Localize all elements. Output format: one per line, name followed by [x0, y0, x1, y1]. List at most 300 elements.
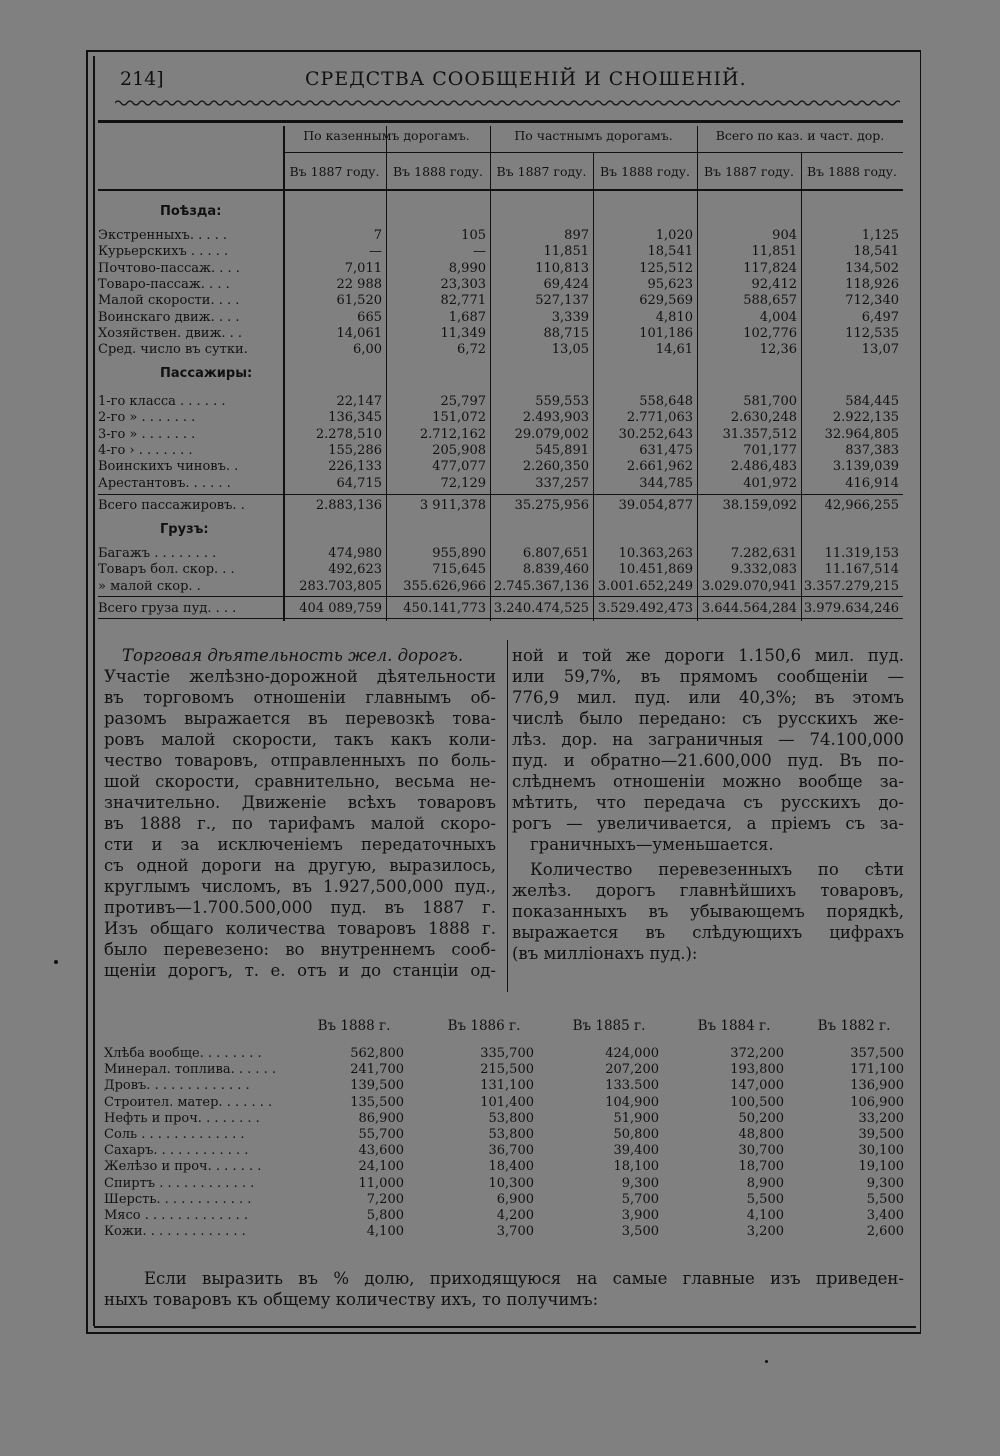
text-line: Участіе желѣзно-дорожной дѣятельности	[104, 667, 496, 686]
commodity-value: 207,200	[605, 1062, 659, 1078]
closing-paragraph	[104, 1268, 904, 1310]
cell-value: 30.252,643	[618, 426, 693, 442]
table-row	[98, 326, 903, 342]
commodity-value: 30,700	[738, 1143, 784, 1159]
commodity-row	[104, 1176, 904, 1192]
table-row	[98, 546, 903, 562]
cell-value: 205,908	[432, 442, 486, 458]
commodity-value: 215,500	[480, 1062, 534, 1078]
text-line: выражается въ слѣдующихъ цифрахъ	[512, 923, 904, 942]
cell-value: 1,020	[655, 228, 693, 243]
cell-value: 3.029.070,941	[701, 578, 797, 594]
table-row	[98, 427, 903, 443]
cell-value: 14,61	[655, 342, 693, 358]
text-line: или 59,7%, въ прямомъ сообщеніи —	[512, 667, 904, 686]
cell-value: 32.964,805	[824, 426, 899, 442]
commodity-value: 18,100	[613, 1159, 659, 1175]
cell-value: 155,286	[328, 442, 382, 458]
commodity-label: Минерал. топлива. . . . . .	[104, 1062, 277, 1078]
cell-value: 6,497	[861, 309, 899, 325]
total-passengers-row	[98, 498, 903, 514]
column-divider	[507, 640, 508, 992]
cell-value: 134,502	[845, 260, 899, 276]
cell-value: 2.771,063	[626, 410, 693, 426]
commodity-value: 53,800	[488, 1127, 534, 1142]
cell-value: 22 988	[336, 276, 382, 292]
cell-value: 11,349	[440, 325, 486, 341]
commodity-value: 50,200	[738, 1110, 784, 1126]
cell-value: 4,810	[655, 309, 693, 325]
text-line: разомъ выражается въ перевозкѣ това-	[104, 709, 496, 728]
cell-value: 712,340	[845, 293, 899, 309]
row-label: Всего груза пуд. . . .	[98, 601, 237, 616]
cell-value: 11.319,153	[824, 546, 899, 561]
group-header: Всего по каз. и част. дор.	[715, 128, 885, 143]
table-row	[98, 277, 903, 293]
cell-value: 665	[357, 309, 382, 325]
commodity-value: 51,900	[613, 1110, 659, 1126]
text-line: шой скорости, сравнительно, весьма не-	[104, 772, 496, 791]
cell-value: 117,824	[743, 260, 797, 276]
cell-value: 2.922,135	[832, 410, 899, 426]
commodity-row	[104, 1078, 904, 1094]
cell-value: 904	[772, 228, 797, 243]
cell-value: 2.486,483	[730, 459, 797, 475]
commodity-value: 193,800	[730, 1062, 784, 1078]
cell-value: 584,445	[845, 394, 899, 409]
cell-value: 29.079,002	[514, 426, 589, 442]
cell-value: 8,990	[448, 260, 486, 276]
commodity-label: Нефть и проч. . . . . . . .	[104, 1110, 260, 1126]
table-top-rule	[98, 120, 903, 123]
commodity-label: Строител. матер. . . . . . .	[104, 1094, 273, 1110]
text-line: (въ милліонахъ пуд.):	[512, 944, 698, 963]
text-line: рогъ — увеличивается, а пріемъ съ за-	[512, 814, 904, 833]
commodity-value: 171,100	[850, 1062, 904, 1078]
text-line: граничныхъ—уменьшается.	[530, 835, 774, 854]
cell-value: 13,07	[861, 342, 899, 358]
row-label: Товаро-пассаж. . . .	[98, 276, 230, 292]
commodity-value: 131,100	[480, 1078, 534, 1094]
row-label: Курьерскихъ . . . . .	[98, 244, 229, 260]
cell-value: 38.159,092	[722, 498, 797, 513]
cell-value: 559,553	[535, 394, 589, 409]
header-rule	[283, 152, 903, 153]
cell-value: 112,535	[845, 325, 899, 341]
commodity-value: 135,500	[350, 1094, 404, 1110]
cell-value: 2.745.367,136	[493, 578, 589, 594]
cell-value: 3,339	[551, 309, 589, 325]
page-number: 214]	[120, 68, 164, 90]
cell-value: 25,797	[440, 394, 486, 409]
cell-value: 226,133	[328, 459, 382, 475]
commodity-value: 424,000	[605, 1046, 659, 1061]
text-line: числѣ было передано: съ русскихъ же-	[512, 709, 904, 728]
sub-header: Въ 1887 году.	[704, 164, 794, 179]
row-label: Сред. число въ сутки.	[98, 342, 248, 358]
cell-value: 11,851	[751, 244, 797, 260]
cell-value: 18,541	[853, 244, 899, 260]
cell-value: 7.282,631	[730, 546, 797, 561]
commodity-value: 101,400	[480, 1094, 534, 1110]
text-line: Если выразить въ % долю, приходящуюся на самые главные изъ приведен-	[144, 1269, 904, 1288]
column-header: Въ 1886 г.	[447, 1018, 521, 1034]
commodity-row	[104, 1111, 904, 1127]
cell-value: 715,645	[432, 562, 486, 578]
cell-value: 1,125	[861, 228, 899, 243]
row-label: Багажъ . . . . . . . .	[98, 546, 217, 561]
commodity-value: 8,900	[746, 1175, 784, 1191]
cell-value: 1,687	[448, 309, 486, 325]
column-header: Въ 1888 г.	[317, 1018, 391, 1034]
cell-value: 401,972	[743, 475, 797, 491]
header-rule	[98, 189, 903, 191]
commodity-value: 3,500	[621, 1224, 659, 1240]
cell-value: 631,475	[639, 442, 693, 458]
row-label: 1-го класса . . . . . .	[98, 394, 226, 409]
table-row	[98, 459, 903, 475]
text-line: показанныхъ въ убывающемъ порядкѣ,	[512, 902, 904, 921]
commodity-value: 100,500	[730, 1094, 784, 1110]
column-header: Въ 1882 г.	[817, 1018, 891, 1034]
table-row	[98, 443, 903, 459]
row-label: Арестантовъ. . . . . .	[98, 475, 231, 491]
cell-value: 35.275,956	[514, 498, 589, 513]
commodity-value: 5,700	[621, 1191, 659, 1207]
wavy-rule	[115, 98, 900, 108]
cell-value: 2.493,903	[522, 410, 589, 426]
cell-value: 701,177	[743, 442, 797, 458]
cell-value: 88,715	[543, 325, 589, 341]
cell-value: 125,512	[639, 260, 693, 276]
cell-value: 136,345	[328, 410, 382, 426]
commodity-label: Желѣзо и проч. . . . . . .	[104, 1159, 262, 1175]
commodity-label: Кожи. . . . . . . . . . . . .	[104, 1224, 246, 1240]
cell-value: 629,569	[639, 293, 693, 309]
cell-value: 416,914	[845, 475, 899, 491]
table-row	[98, 579, 903, 595]
text-line: мѣтить, что передача съ русскихъ до-	[512, 793, 904, 812]
commodity-value: 3,400	[866, 1208, 904, 1223]
cell-value: 2.278,510	[315, 426, 382, 442]
commodity-value: 18,700	[738, 1159, 784, 1175]
cell-value: 474,980	[328, 546, 382, 561]
cell-value: 955,890	[432, 546, 486, 561]
table-row	[98, 261, 903, 277]
commodity-value: 9,300	[621, 1175, 659, 1191]
cell-value: 9.332,083	[730, 562, 797, 578]
commodity-value: 3,700	[496, 1224, 534, 1240]
cell-value: 7,011	[344, 260, 382, 276]
cell-value: 3.644.564,284	[701, 601, 797, 616]
cell-value: 11,851	[543, 244, 589, 260]
cell-value: 102,776	[743, 325, 797, 341]
commodity-value: 133.500	[605, 1078, 659, 1094]
cell-value: 18,541	[647, 244, 693, 260]
total-rule	[98, 596, 903, 597]
table-row	[98, 342, 903, 358]
row-label: 3-го » . . . . . . .	[98, 426, 196, 442]
cell-value: 4,004	[759, 309, 797, 325]
commodity-value: 6,900	[496, 1191, 534, 1207]
row-label: 4-го › . . . . . . .	[98, 442, 193, 458]
cell-value: 69,424	[543, 276, 589, 292]
cell-value: 588,657	[743, 293, 797, 309]
commodity-label: Спиртъ . . . . . . . . . . . .	[104, 1175, 255, 1191]
table-row	[98, 562, 903, 578]
cell-value: 558,648	[639, 394, 693, 409]
commodity-row	[104, 1095, 904, 1111]
cell-value: 105	[461, 228, 486, 243]
text-line: круглымъ числомъ, въ 1.927,500,000 пуд.,	[104, 877, 496, 896]
table-row	[98, 476, 903, 492]
cell-value: 2.260,350	[522, 459, 589, 475]
row-label: Товаръ бол. скор. . .	[98, 562, 235, 578]
commodity-value: 86,900	[358, 1110, 404, 1126]
cell-value: 151,072	[432, 410, 486, 426]
commodity-row	[104, 1192, 904, 1208]
cell-value: 31.357,512	[722, 426, 797, 442]
cell-value: 118,926	[845, 276, 899, 292]
commodity-label: Дровъ. . . . . . . . . . . . .	[104, 1078, 250, 1094]
cell-value: 897	[564, 228, 589, 243]
row-label: Почтово-пассаж. . . .	[98, 260, 240, 276]
commodity-value: 147,000	[730, 1078, 784, 1094]
cell-value: 6,72	[457, 342, 486, 358]
cell-value: 837,383	[845, 442, 899, 458]
text-line: сти и за исключеніемъ передаточныхъ	[104, 835, 496, 854]
cell-value: 404 089,759	[299, 601, 382, 616]
section-heading: Торговая дѣятельность жел. дорогъ.	[122, 646, 464, 665]
cell-value: 3.240.474,525	[493, 601, 589, 616]
cell-value: 545,891	[535, 442, 589, 458]
cell-value: 92,412	[751, 276, 797, 292]
cell-value: 3.529.492,473	[597, 601, 693, 616]
cell-value: 12,36	[759, 342, 797, 358]
text-line: лѣз. дор. на заграничныя — 74.100,000	[512, 730, 904, 749]
table-row	[98, 310, 903, 326]
cell-value: —	[369, 244, 382, 260]
commodity-value: 357,500	[850, 1046, 904, 1061]
cell-value: 3 911,378	[419, 498, 486, 513]
text-line: значительно. Движеніе всѣхъ товаровъ	[104, 793, 496, 812]
commodity-value: 335,700	[480, 1046, 534, 1061]
cell-value: —	[473, 244, 486, 260]
inner-border-rule	[93, 56, 95, 1326]
cell-value: 23,303	[440, 276, 486, 292]
commodity-value: 39,500	[858, 1127, 904, 1142]
row-label: 2-го » . . . . . . .	[98, 410, 196, 426]
section-title: Пассажиры:	[160, 366, 253, 381]
cell-value: 6.807,651	[522, 546, 589, 561]
commodity-value: 24,100	[358, 1159, 404, 1175]
commodity-value: 7,200	[366, 1191, 404, 1207]
section-title: Поѣзда:	[160, 204, 222, 219]
cell-value: 7	[373, 228, 382, 243]
sub-header: Въ 1887 году.	[496, 164, 587, 179]
commodity-value: 19,100	[858, 1159, 904, 1175]
table-row	[98, 244, 903, 260]
text-line: пуд. и обратно—21.600,000 пуд. Въ по-	[512, 751, 904, 770]
commodity-value: 36,700	[488, 1143, 534, 1159]
commodity-value: 4,100	[366, 1224, 404, 1240]
text-line: слѣднемъ отношеніи можно вообще за-	[512, 772, 904, 791]
commodity-row	[104, 1062, 904, 1078]
commodity-value: 10,300	[488, 1175, 534, 1191]
text-line: ровъ малой скорости, такъ какъ коли-	[104, 730, 496, 749]
commodity-value: 3,900	[621, 1208, 659, 1223]
row-label: Малой скорости. . . .	[98, 293, 240, 309]
sub-header: Въ 1888 году.	[600, 164, 690, 179]
cell-value: 72,129	[440, 475, 486, 491]
cell-value: 14,061	[336, 325, 382, 341]
cell-value: 2.661,962	[626, 459, 693, 475]
commodity-value: 48,800	[738, 1127, 784, 1142]
sub-header: Въ 1888 году.	[393, 164, 483, 179]
group-header: По казеннымъ дорогамъ.	[303, 128, 470, 143]
text-line: съ одной дороги на другую, выразилось,	[104, 856, 496, 875]
cell-value: 95,623	[647, 276, 693, 292]
group-header: По частнымъ дорогамъ.	[514, 128, 673, 143]
commodity-row	[104, 1159, 904, 1175]
table-row	[98, 394, 903, 410]
commodity-value: 139,500	[350, 1078, 404, 1094]
commodity-value: 5,800	[366, 1208, 404, 1223]
table-row	[98, 228, 903, 244]
table-row	[98, 293, 903, 309]
commodity-value: 104,900	[605, 1094, 659, 1110]
cell-value: 3.139,039	[832, 459, 899, 475]
commodity-label: Соль . . . . . . . . . . . . .	[104, 1127, 245, 1142]
text-column-right	[512, 645, 904, 964]
section-title: Грузъ:	[160, 522, 209, 537]
cell-value: 101,186	[639, 325, 693, 341]
commodity-label: Шерсть. . . . . . . . . . . .	[104, 1191, 252, 1207]
text-line: 776,9 мил. пуд. или 40,3%; въ этомъ	[512, 688, 904, 707]
commodity-value: 11,000	[358, 1175, 404, 1191]
commodity-value: 39,400	[613, 1143, 659, 1159]
cell-value: 3.001.652,249	[597, 578, 693, 594]
total-rule	[98, 494, 903, 495]
text-line: Количество перевезенныхъ по сѣти	[530, 860, 904, 879]
commodity-row	[104, 1046, 904, 1062]
cell-value: 82,771	[440, 293, 486, 309]
cell-value: 450.141,773	[403, 601, 486, 616]
commodity-row	[104, 1143, 904, 1159]
commodity-value: 372,200	[730, 1046, 784, 1061]
row-label: Воинскихъ чиновъ. .	[98, 459, 239, 475]
text-line: желѣз. дорогъ главнѣйшихъ товаровъ,	[512, 881, 904, 900]
commodity-value: 55,700	[358, 1127, 404, 1142]
commodity-value: 30,100	[858, 1143, 904, 1159]
commodity-row	[104, 1208, 904, 1224]
commodity-value: 9,300	[866, 1175, 904, 1191]
cell-value: 10.451,869	[618, 562, 693, 578]
cell-value: 2.630,248	[730, 410, 797, 426]
cell-value: 477,077	[432, 459, 486, 475]
cell-value: 3.357.279,215	[803, 578, 899, 594]
commodity-row	[104, 1127, 904, 1143]
text-line: въ 1888 г., по тарифамъ малой скоро-	[104, 814, 496, 833]
column-header: Въ 1884 г.	[697, 1018, 771, 1034]
cell-value: 61,520	[336, 293, 382, 309]
commodity-value: 5,500	[866, 1191, 904, 1207]
cell-value: 64,715	[336, 475, 382, 491]
cell-value: 13,05	[551, 342, 589, 358]
sub-header: Въ 1888 году.	[807, 164, 897, 179]
commodity-value: 18,400	[488, 1159, 534, 1175]
cell-value: 2.883,136	[315, 498, 382, 513]
column-header: Въ 1885 г.	[572, 1018, 646, 1034]
total-freight-row	[98, 601, 903, 617]
cell-value: 337,257	[535, 475, 589, 491]
cell-value: 283.703,805	[299, 578, 382, 594]
cell-value: 2.712,162	[419, 426, 486, 442]
cell-value: 42,966,255	[824, 498, 899, 513]
cell-value: 6,00	[353, 342, 382, 358]
cell-value: 3.979.634,246	[803, 601, 899, 616]
text-line: Изъ общаго количества товаровъ 1888 г.	[104, 919, 496, 938]
commodity-value: 5,500	[746, 1191, 784, 1207]
commodity-value: 3,200	[746, 1224, 784, 1240]
cell-value: 492,623	[328, 562, 382, 578]
page-header	[120, 68, 900, 98]
text-line: ныхъ товаровъ къ общему количеству ихъ, то получимъ:	[104, 1290, 599, 1309]
row-label: Всего пассажировъ. .	[98, 498, 245, 513]
text-line: противъ—1.700.500,000 пуд. въ 1887 г.	[104, 898, 496, 917]
row-label: Воинскаго движ. . . .	[98, 309, 240, 325]
running-title: СРЕДСТВА СООБЩЕНІЙ И СНОШЕНІЙ.	[305, 68, 747, 90]
commodity-value: 241,700	[350, 1062, 404, 1078]
cell-value: 8.839,460	[522, 562, 589, 578]
commodity-value: 106,900	[850, 1094, 904, 1110]
commodity-value: 562,800	[350, 1046, 404, 1061]
text-line: чество товаровъ, отправленныхъ по боль-	[104, 751, 496, 770]
cell-value: 344,785	[639, 475, 693, 491]
text-line: въ торговомъ отношеніи главнымъ об-	[104, 688, 496, 707]
bottom-border-rule	[94, 1326, 916, 1328]
commodity-label: Мясо . . . . . . . . . . . . .	[104, 1208, 249, 1223]
cell-value: 110,813	[535, 260, 589, 276]
text-line: ной и той же дороги 1.150,6 мил. пуд.	[512, 646, 904, 665]
sub-header: Въ 1887 году.	[289, 164, 380, 179]
commodity-label: Хлѣба вообще. . . . . . . .	[104, 1046, 262, 1061]
text-column-left	[104, 645, 496, 981]
row-label: Хозяйствен. движ. . .	[98, 325, 243, 341]
cell-value: 22,147	[336, 394, 382, 409]
cell-value: 11.167,514	[824, 562, 899, 578]
commodity-value: 4,200	[496, 1208, 534, 1223]
commodity-label: Сахаръ. . . . . . . . . . . .	[104, 1143, 249, 1159]
print-speck	[54, 960, 58, 964]
cell-value: 355.626,966	[403, 578, 486, 594]
commodity-value: 4,100	[746, 1208, 784, 1223]
commodity-value: 43,600	[358, 1143, 404, 1159]
commodity-value: 2,600	[866, 1224, 904, 1240]
cell-value: 527,137	[535, 293, 589, 309]
row-label: » малой скор. .	[98, 578, 201, 594]
print-speck	[765, 1360, 768, 1363]
table-bottom-rule	[98, 618, 903, 619]
commodity-value: 53,800	[488, 1110, 534, 1126]
cell-value: 581,700	[743, 394, 797, 409]
text-line: было перевезено: во внутреннемъ сооб-	[104, 940, 496, 959]
commodity-value: 33,200	[858, 1110, 904, 1126]
row-label: Экстренныхъ. . . . .	[98, 228, 228, 243]
table-row	[98, 410, 903, 426]
commodity-row	[104, 1224, 904, 1240]
commodity-value: 136,900	[850, 1078, 904, 1094]
